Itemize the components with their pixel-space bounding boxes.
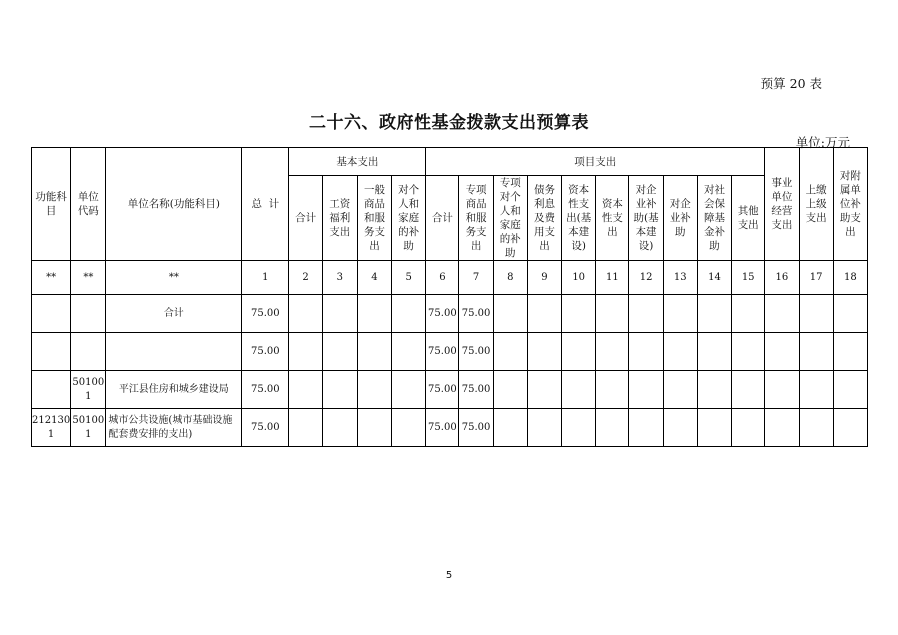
index-cell: 2: [289, 261, 322, 295]
table-row: [32, 371, 868, 409]
col-header-enterprise-construction: 对企业补助(基本建设): [629, 176, 663, 261]
col-header-social-security: 对社会保障基金补助: [697, 176, 731, 261]
index-cell: 10: [562, 261, 596, 295]
col-header-special-goods: 专项商品和服务支出: [459, 176, 493, 261]
index-cell: 4: [357, 261, 391, 295]
cell-unit-name: [106, 333, 242, 371]
index-cell: 7: [459, 261, 493, 295]
index-cell: 14: [697, 261, 731, 295]
table-row: [32, 295, 868, 333]
col-header-total: 总 计: [242, 148, 289, 261]
index-cell: 17: [799, 261, 833, 295]
cell-unit-code: 501001: [71, 409, 106, 447]
col-header-special-personal: 专项对个人和家庭的补助: [493, 176, 527, 261]
table-number: 预算 20 表: [760, 76, 822, 91]
cell-project-total: 75.00: [426, 333, 459, 371]
index-cell: 5: [392, 261, 426, 295]
col-header-salary: 工资福利支出: [322, 176, 357, 261]
cell-total: 75.00: [242, 371, 289, 409]
index-cell: 8: [493, 261, 527, 295]
cell-total: 75.00: [242, 409, 289, 447]
cell-unit-name: 合计: [106, 295, 242, 333]
col-header-enterprise: 对企业补助: [663, 176, 697, 261]
cell-special-goods: 75.00: [459, 295, 493, 333]
col-header-subsidy: 对附属单位补助支出: [833, 148, 867, 261]
col-header-basic-total: 合计: [289, 176, 322, 261]
cell-special-goods: 75.00: [459, 333, 493, 371]
cell-func-code: [32, 333, 71, 371]
index-cell: 12: [629, 261, 663, 295]
col-header-unit-name: 单位名称(功能科目): [106, 148, 242, 261]
index-cell: 18: [833, 261, 867, 295]
index-cell: 16: [765, 261, 799, 295]
index-cell: 1: [242, 261, 289, 295]
col-group-project: 项目支出: [426, 148, 765, 176]
col-header-goods: 一般商品和服务支出: [357, 176, 391, 261]
table-row: [32, 333, 868, 371]
index-cell: **: [32, 261, 71, 295]
header-row-groups: [32, 148, 868, 176]
cell-unit-code: [71, 333, 106, 371]
page-number: 5: [445, 570, 453, 581]
cell-project-total: 75.00: [426, 371, 459, 409]
col-header-func-code: 功能科目: [32, 148, 71, 261]
cell-unit-code: 501001: [71, 371, 106, 409]
col-header-unit-code: 单位代码: [71, 148, 106, 261]
cell-project-total: 75.00: [426, 295, 459, 333]
col-header-capital: 资本性支出: [596, 176, 629, 261]
col-header-capital-construction: 资本性支出(基本建设): [562, 176, 596, 261]
index-cell: 3: [322, 261, 357, 295]
table-row: [32, 409, 868, 447]
index-row: [32, 261, 868, 295]
cell-func-code: 2121301: [32, 409, 71, 447]
budget-table: [31, 147, 868, 447]
cell-special-goods: 75.00: [459, 371, 493, 409]
cell-total: 75.00: [242, 333, 289, 371]
cell-unit-name: 平江县住房和城乡建设局: [106, 371, 242, 409]
col-header-turnover: 上缴上级支出: [799, 148, 833, 261]
index-cell: **: [106, 261, 242, 295]
index-cell: 15: [732, 261, 765, 295]
page-title: 二十六、政府性基金拨款支出预算表: [309, 113, 589, 133]
unit-label: 单位:万元: [795, 135, 850, 150]
col-header-personal: 对个人和家庭的补助: [392, 176, 426, 261]
index-cell: 13: [663, 261, 697, 295]
col-header-other: 其他支出: [732, 176, 765, 261]
cell-func-code: [32, 371, 71, 409]
col-header-project-total: 合计: [426, 176, 459, 261]
col-header-debt-interest: 债务利息及费用支出: [527, 176, 561, 261]
cell-unit-name: 城市公共设施(城市基础设施配套费安排的支出): [106, 409, 242, 447]
cell-func-code: [32, 295, 71, 333]
cell-special-goods: 75.00: [459, 409, 493, 447]
index-cell: **: [71, 261, 106, 295]
col-group-basic: 基本支出: [289, 148, 426, 176]
col-header-business: 事业单位经营支出: [765, 148, 799, 261]
index-cell: 9: [527, 261, 561, 295]
index-cell: 11: [596, 261, 629, 295]
cell-project-total: 75.00: [426, 409, 459, 447]
index-cell: 6: [426, 261, 459, 295]
cell-total: 75.00: [242, 295, 289, 333]
cell-unit-code: [71, 295, 106, 333]
